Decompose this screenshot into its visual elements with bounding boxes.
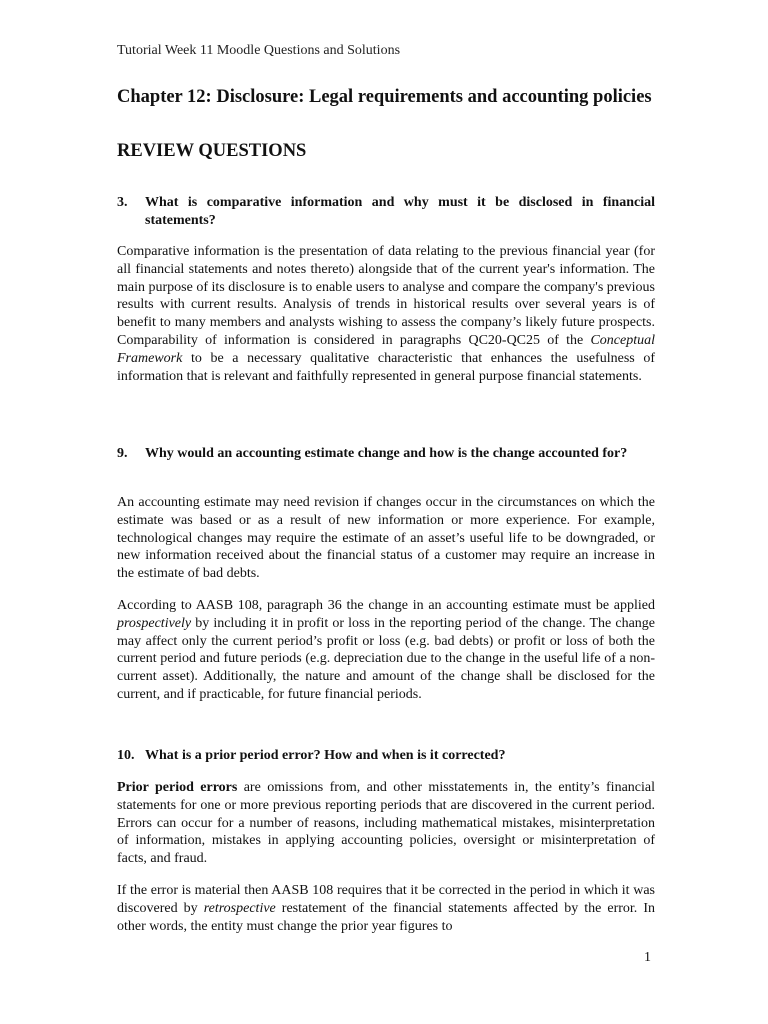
question-text: What is comparative information and why must it be disclosed in financial statements?	[145, 195, 655, 228]
answer-text: to be a necessary qualitative characteristic that enhances the usefulness of information that is relevant and faithfully represented in general purpose financial statements.	[117, 350, 655, 384]
answer-10-paragraph-1	[117, 779, 655, 868]
term-bold: Prior period errors	[117, 780, 238, 795]
answer-3	[117, 243, 655, 385]
answer-10-paragraph-2	[117, 882, 655, 935]
answer-emphasis: prospectively	[117, 615, 192, 631]
answer-emphasis: retrospective	[203, 900, 276, 916]
question-text: What is a prior period error? How and when is it corrected?	[145, 748, 506, 763]
section-title: REVIEW QUESTIONS	[117, 141, 307, 161]
answer-text: According to AASB 108, paragraph 36 the change in an accounting estimate must be applied	[117, 598, 655, 613]
question-number: 9.	[117, 446, 128, 461]
question-9	[117, 445, 655, 463]
question-number: 3.	[117, 195, 128, 210]
answer-emphasis: Conceptual Framework	[117, 332, 655, 366]
question-3	[117, 194, 655, 230]
answer-text: If the error is material then AASB 108 requires that it be corrected in the period in which it was discovered by	[117, 883, 655, 916]
answer-text: are omissions from, and other misstatements in, the entity’s financial statements for one or more previous reporting periods that are discovered in the current period. Errors can occur for a number of reasons, including mathematical mistakes, misinterpretation of information, mistakes in applying accounting policies, oversight or misinterpretation of facts, and fraud.	[117, 780, 655, 867]
answer-text: by including it in profit or loss in the reporting period of the change. The change may affect only the current period’s profit or loss (e.g. bad debts) or profit or loss of both the current period and future periods (e.g. depreciation due to the change in the useful life of a non-current asset). Additionally, the nature and amount of the change shall be disclosed for the current, and if practicable, for future financial periods.	[117, 615, 655, 702]
running-header: Tutorial Week 11 Moodle Questions and Solutions	[117, 43, 401, 58]
answer-text: restatement of the financial statements affected by the error. In other words, the entity must change the prior year figures to	[117, 900, 655, 934]
answer-text: Comparative information is the presentation of data relating to the previous financial year (for all financial statements and notes thereto) alongside that of the current year's information. The main purpose of its disclosure is to enable users to analyse and compare the company's previous results with current results. Analysis of trends in historical results over several years is of benefit to many members and analysts wishing to assess the company’s likely future prospects. Comparability of information is considered in paragraphs QC20-QC25 of the	[117, 244, 655, 348]
question-text: Why would an accounting estimate change and how is the change accounted for?	[145, 446, 628, 461]
page-number: 1	[644, 950, 651, 965]
answer-9-paragraph-1: An accounting estimate may need revision if changes occur in the circumstances on which the estimate was based or as a result of new information or more experience. For example, technological changes may require the estimate of an asset’s useful life to be downgraded, or new information received about the financial status of a customer may require an increase in the estimate of bad debts.	[117, 495, 655, 582]
answer-9-paragraph-2	[117, 597, 655, 704]
question-number: 10.	[117, 748, 135, 763]
chapter-title: Chapter 12: Disclosure: Legal requirements and accounting policies	[117, 87, 652, 107]
question-10	[117, 747, 655, 765]
